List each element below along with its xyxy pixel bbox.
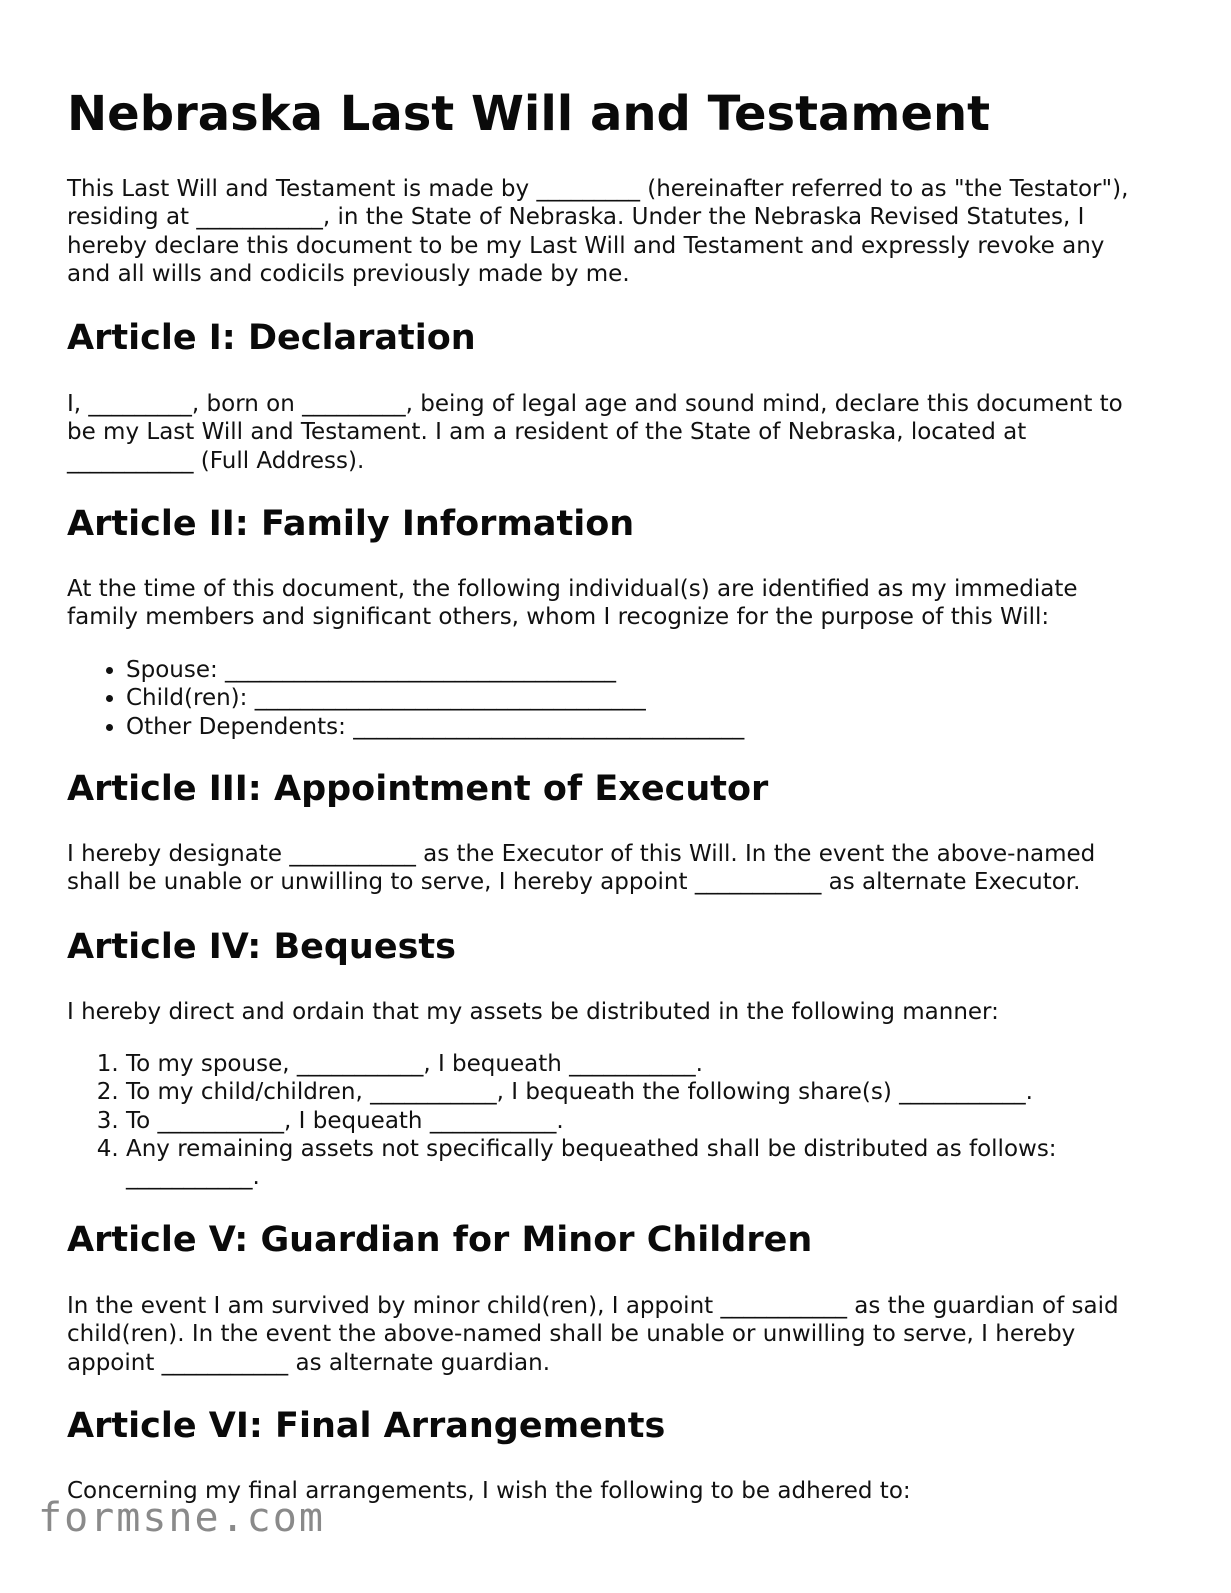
- document-title: Nebraska Last Will and Testament: [67, 86, 991, 142]
- list-item-other-dependents: • Other Dependents: __________________________________: [126, 713, 1196, 741]
- bequest-item-children: 2. To my child/children, ___________, I bequeath the following share(s) ___________.: [126, 1078, 1196, 1106]
- intro-paragraph: This Last Will and Testament is made by _________ (hereinafter referred to as "the Testator"), residing at ___________, in the State of Nebraska. Under the Nebraska Revised Statutes, I hereby declare this document to be my Last Will and Testament and expressly revoke any and all wills and codicils previously made by me.: [67, 176, 1129, 287]
- article-6-heading: Article VI: Final Arrangements: [67, 1406, 666, 1446]
- family-list: [67, 656, 1196, 741]
- article-1-heading: Article I: Declaration: [67, 318, 476, 358]
- bequest-item-spouse: 1. To my spouse, ___________, I bequeath ___________.: [126, 1050, 1196, 1078]
- article-5-text: In the event I am survived by minor child(ren), I appoint ___________ as the guardian of said child(ren). In the event the above-named shall be unable or unwilling to serve, I hereby appoint ___________ as alternate guardian.: [67, 1293, 1119, 1376]
- article-2-heading: Article II: Family Information: [67, 504, 635, 544]
- article-2-text: At the time of this document, the following individual(s) are identified as my immediate family members and significant others, whom I recognize for the purpose of this Will:: [67, 576, 1078, 631]
- list-item-children: • Child(ren): __________________________________: [126, 684, 1196, 712]
- site-watermark: formsne.com: [38, 1495, 325, 1541]
- article-4-text: I hereby direct and ordain that my assets be distributed in the following manner:: [67, 999, 999, 1025]
- article-3-text: I hereby designate ___________ as the Executor of this Will. In the event the above-named shall be unable or unwilling to serve, I hereby appoint ___________ as alternate Executor.: [67, 841, 1096, 896]
- article-1-text: I, _________, born on _________, being of legal age and sound mind, declare this document to be my Last Will and Testament. I am a resident of the State of Nebraska, located at ___________ (Full Address).: [67, 391, 1123, 474]
- bequests-list: [67, 1050, 1196, 1191]
- bequest-item-remaining: 4. Any remaining assets not specifically bequeathed shall be distributed as follows: ___________.: [126, 1135, 1196, 1192]
- article-3-heading: Article III: Appointment of Executor: [67, 769, 769, 809]
- list-item-spouse: • Spouse: __________________________________: [126, 656, 1196, 684]
- bequest-item-other: 3. To ___________, I bequeath ___________.: [126, 1107, 1196, 1135]
- article-6-text: Concerning my final arrangements, I wish the following to be adhered to:: [67, 1478, 911, 1504]
- article-4-heading: Article IV: Bequests: [67, 927, 456, 967]
- article-5-heading: Article V: Guardian for Minor Children: [67, 1220, 813, 1260]
